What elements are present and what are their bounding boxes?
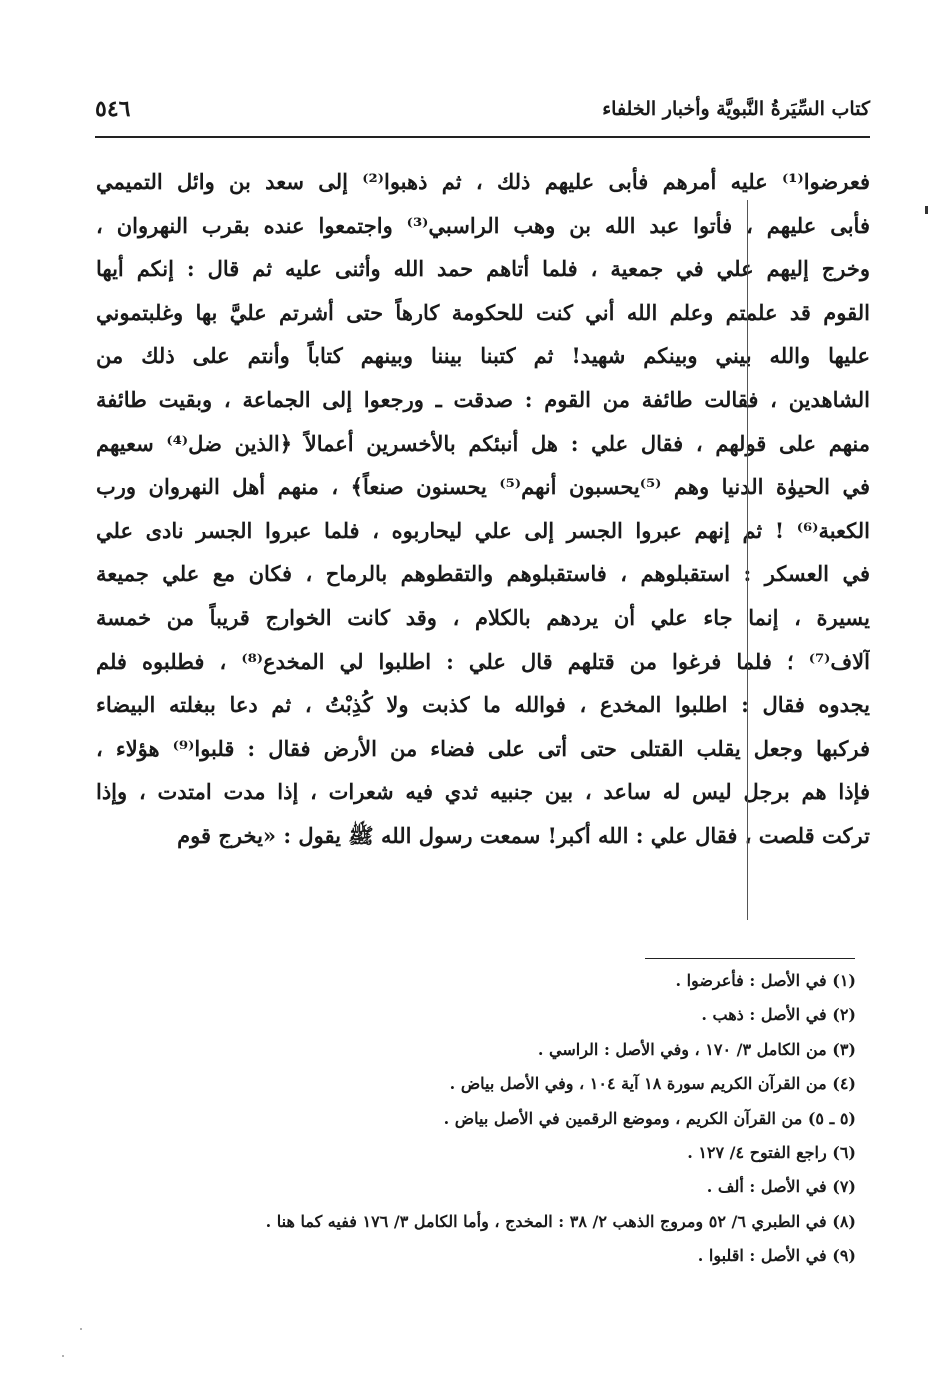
text-line: الشاهدين ، فقالت طائفة من القوم : صدقت ـ ورجعوا إلى الجماعة ، وبقيت طائفة (96, 386, 870, 412)
main-text (96, 160, 870, 858)
text-line: الكعبة⁽⁶⁾ ! ثم إنهم عبروا الجسر إلى علي ليحاربوه ، فلما عبروا الجسر نادى علي (96, 517, 870, 543)
text-line: في العسكر : استقبلوهم ، فاستقبلوهم والتقطوهم بالرماح ، فكان مع علي جميعة (96, 561, 870, 587)
footnote: (٩) في الأصل : اقلبوا . (697, 1246, 856, 1266)
footnote: (٥ ـ ٥) من القرآن الكريم ، وموضع الرقمين في الأصل بياض . (443, 1108, 856, 1128)
footnote-separator (645, 958, 855, 959)
text-line: يجدوه فقال : اطلبوا المخدع ، فوالله ما كذبت ولا كُذِبْتُ ، ثم دعا ببغلته البيضاء (96, 692, 870, 718)
footnote: (٦) راجع الفتوح ٤/ ١٢٧ . (687, 1142, 856, 1162)
text-line: فأبى عليهم ، فأتوا عبد الله بن وهب الراسبي⁽³⁾ واجتمعوا عنده بقرب النهروان ، (96, 212, 870, 238)
text-line: يسيرة ، إنما جاء علي أن يردهم بالكلام ، وقد كانت الخوارج قريباً من خمسة (96, 604, 870, 630)
text-line: فإذا هم برجل ليس له ساعد ، بين جنبيه ثدي فيه شعرات ، إذا مدت امتدت ، وإذا (96, 779, 870, 805)
text-line: عليها والله بيني وبينكم شهيد! ثم كتبنا بيننا وبينهم كتاباً وأنتم على ذلك من (96, 343, 870, 369)
text-line: منهم على قولهم ، فقال علي : هل أنبئكم بالأخسرين أعمالاً ﴿الذين ضل⁽⁴⁾ سعيهم (96, 430, 870, 456)
text-line: آلاف⁽⁷⁾ ؛ فلما فرغوا من قتلهم قال علي : اطلبوا لي المخدع⁽⁸⁾ ، فطلبوه فلم (96, 648, 870, 674)
text-line: فعرضوا⁽¹⁾ عليه أمرهم فأبى عليهم ذلك ، ثم ذهبوا⁽²⁾ إلى سعد بن وائل التميمي (96, 169, 870, 194)
footnote: (٢) في الأصل : ذهب . (701, 1005, 856, 1025)
footnotes (96, 964, 856, 1274)
footnote: (٤) من القرآن الكريم سورة ١٨ آية ١٠٤ ، وفي الأصل بياض . (449, 1074, 856, 1094)
header-rule (95, 136, 870, 138)
scan-edge-mark (925, 206, 928, 214)
scan-fold-line (747, 200, 748, 920)
running-title: كتاب السِّيَرةُ النَّبويَّة وأخبار الخلفاء (602, 98, 870, 120)
scan-speck (62, 1355, 64, 1357)
text-line: فركبها وجعل يقلب القتلى حتى أتى على فضاء من الأرض فقال : قلبوا⁽⁹⁾ هؤلاء ، (96, 735, 870, 761)
footnote: (٨) في الطبري ٦/ ٥٢ ومروج الذهب ٢/ ٣٨ : المخدج ، وأما الكامل ٣/ ١٧٦ ففيه كما هنا . (265, 1211, 856, 1231)
footnote: (٣) من الكامل ٣/ ١٧٠ ، وفي الأصل : الراسي . (537, 1039, 856, 1059)
text-line: وخرج إليهم علي في جمعية ، فلما أتاهم حمد الله وأثنى عليه ثم قال : إنكم أيها (96, 256, 870, 282)
footnote: (٧) في الأصل : ألف . (706, 1177, 856, 1197)
scan-speck (80, 1328, 82, 1330)
footnote: (١) في الأصل : فأعرضوا . (675, 971, 856, 990)
text-line: تركت قلصت ، فقال علي : الله أكبر! سمعت رسول الله ﷺ يقول : «يخرج قوم (177, 822, 870, 848)
text-line: القوم قد علمتم وعلم الله أني كنت للحكومة كارهاً حتى أشرتم عليَّ بها وغلبتموني (96, 299, 870, 325)
text-line: في الحيوٰة الدنيا وهم ⁽⁵⁾يحسبون أنهم⁽⁵⁾ يحسنون صنعاً﴾ ، منهم أهل النهروان ورب (96, 474, 870, 500)
page-number: ٥٤٦ (95, 96, 131, 122)
page-header (95, 92, 870, 132)
